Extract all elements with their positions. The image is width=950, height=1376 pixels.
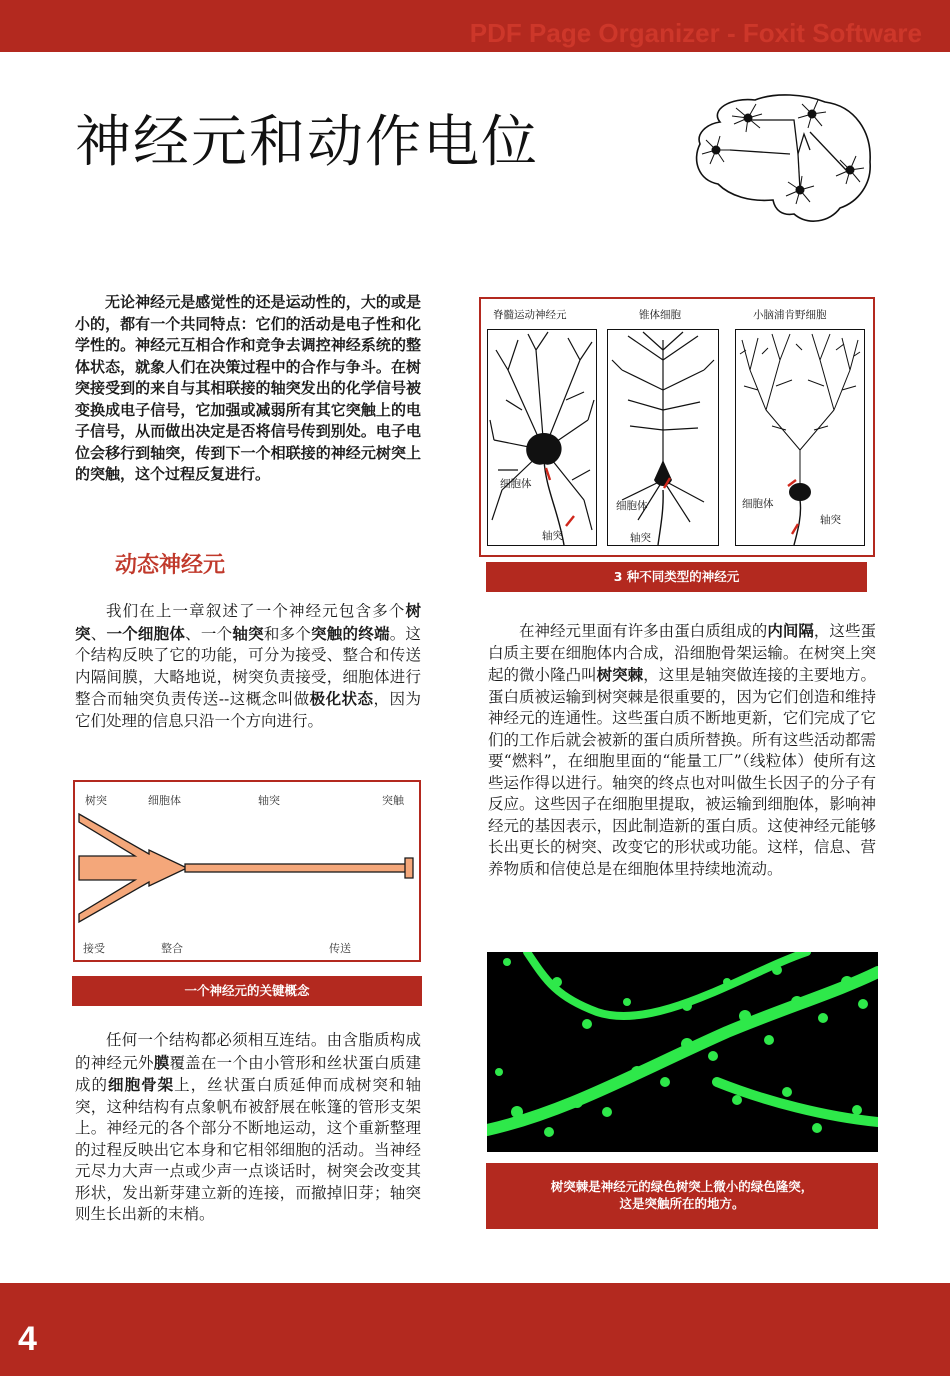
- panel-title-pyramidal: 锥体细胞: [639, 309, 681, 321]
- panel-motor-neuron: [487, 329, 597, 546]
- spines-caption-line1: 树突棘是神经元的绿色树突上微小的绿色隆突，: [550, 1179, 814, 1194]
- spines-caption: [486, 1163, 878, 1229]
- label-synapse: 突触: [382, 794, 404, 807]
- page-number: 4: [18, 1320, 37, 1358]
- panel-purkinje-cell: [735, 329, 865, 546]
- neuron-types-caption: 3 种不同类型的神经元: [486, 562, 867, 592]
- label-receive: 接受: [83, 942, 105, 955]
- header-bar: [0, 0, 950, 52]
- concept-caption: 一个神经元的关键概念: [72, 976, 422, 1006]
- axon-label-1: 轴突: [542, 530, 563, 542]
- label-transmit: 传送: [329, 942, 351, 955]
- axon-label-2: 轴突: [630, 532, 651, 544]
- label-cell-body: 细胞体: [148, 794, 181, 807]
- spines-caption-line2: 这是突触所在的地方。: [619, 1196, 745, 1211]
- cell-body-label-3: 细胞体: [742, 498, 774, 510]
- cell-body-label-2: 细胞体: [616, 500, 648, 512]
- label-dendrite: 树突: [85, 794, 107, 807]
- polarity-arrow-diagram: [75, 810, 415, 930]
- concept-diagram: [73, 780, 421, 962]
- footer-bar: [0, 1283, 950, 1376]
- neuron-types-figure: [479, 297, 875, 557]
- panel-title-motor: 脊髓运动神经元: [493, 309, 567, 321]
- paragraph-cytoskeleton: 任何一个结构都必须相互连结。由含脂质构成的神经元外膜覆盖在一个由小管形和丝状蛋白质建成的细胞骨架上，丝状蛋白质延伸而成树突和轴突，这种结构有点象帆布被舒展在帐篷的管形支架上。神经元的各个部分不断地运动，这个重新整理的过程反映出它本身和它相邻细胞的活动。当神经元尽力大声一点或少声一点谈话时，树突会改变其形状，发出新芽建立新的连接，而撤掉旧芽；轴突则生长出新的末梢。: [75, 1031, 421, 1223]
- intro-paragraph: 无论神经元是感觉性的还是运动性的，大的或是小的，都有一个共同特点：它们的活动是电子性和化学性的。神经元互相合作和竞争去调控神经系统的整体状态，就象人们在决策过程中的合作与争斗。在树突接受到的来自与其相联接的轴突发出的化学信号被变换成电子信号，它加强或减弱所有其它突触上的电子信号，从而做出决定是否将信号传到别处。电子电位会移行到轴突，传到下一个相联接的神经元树突上的突触，这个过程反复进行。: [75, 293, 421, 483]
- paragraph-spines: 在神经元里面有许多由蛋白质组成的内间隔，这些蛋白质主要在细胞体内合成，沿细胞骨架运输。在树突上突起的微小隆凸叫树突棘，这里是轴突做连接的主要地方。蛋白质被运输到树突棘是很重要的，因为它们创造和维持神经元的连通性。这些蛋白质不断地更新，它们完成了它们的工作后就会被新的蛋白质所替换。所有这些活动都需要“燃料”，在细胞里面的“能量工厂”（线粒体）使所有这些运作得以进行。轴突的终点也对叫做生长因子的分子有反应。这些因子在细胞里提取，被运输到细胞体，影响神经元的基因表示，因此制造新的蛋白质。这使神经元能够长出更长的树突、改变它的形状或功能。这样，信息、营养物质和信使总是在细胞体里持续地流动。: [488, 621, 876, 878]
- cell-body-label-1: 细胞体: [500, 478, 532, 490]
- section-title: 动态神经元: [115, 553, 226, 578]
- label-axon: 轴突: [258, 794, 280, 807]
- dendritic-spines-image: [487, 952, 878, 1152]
- watermark-text: PDF Page Organizer - Foxit Software: [469, 18, 922, 48]
- label-integrate: 整合: [161, 942, 183, 955]
- paragraph-polarity: 我们在上一章叙述了一个神经元包含多个树突、一个细胞体、一个轴突和多个突触的终端。这个结构反映了它的功能，可分为接受、整合和传送内隔间膜，大略地说，树突负责接受，细胞体进行整合而轴突负责传送--这概念叫做极化状态，因为它们处理的信息只沿一个方向进行。: [75, 601, 421, 730]
- panel-pyramidal-cell: [607, 329, 719, 546]
- brain-neurons-illustration: [690, 92, 875, 227]
- page-title: 神经元和动作电位: [75, 110, 539, 175]
- panel-title-purkinje: 小脑浦肯野细胞: [753, 309, 827, 321]
- axon-label-3: 轴突: [820, 514, 841, 526]
